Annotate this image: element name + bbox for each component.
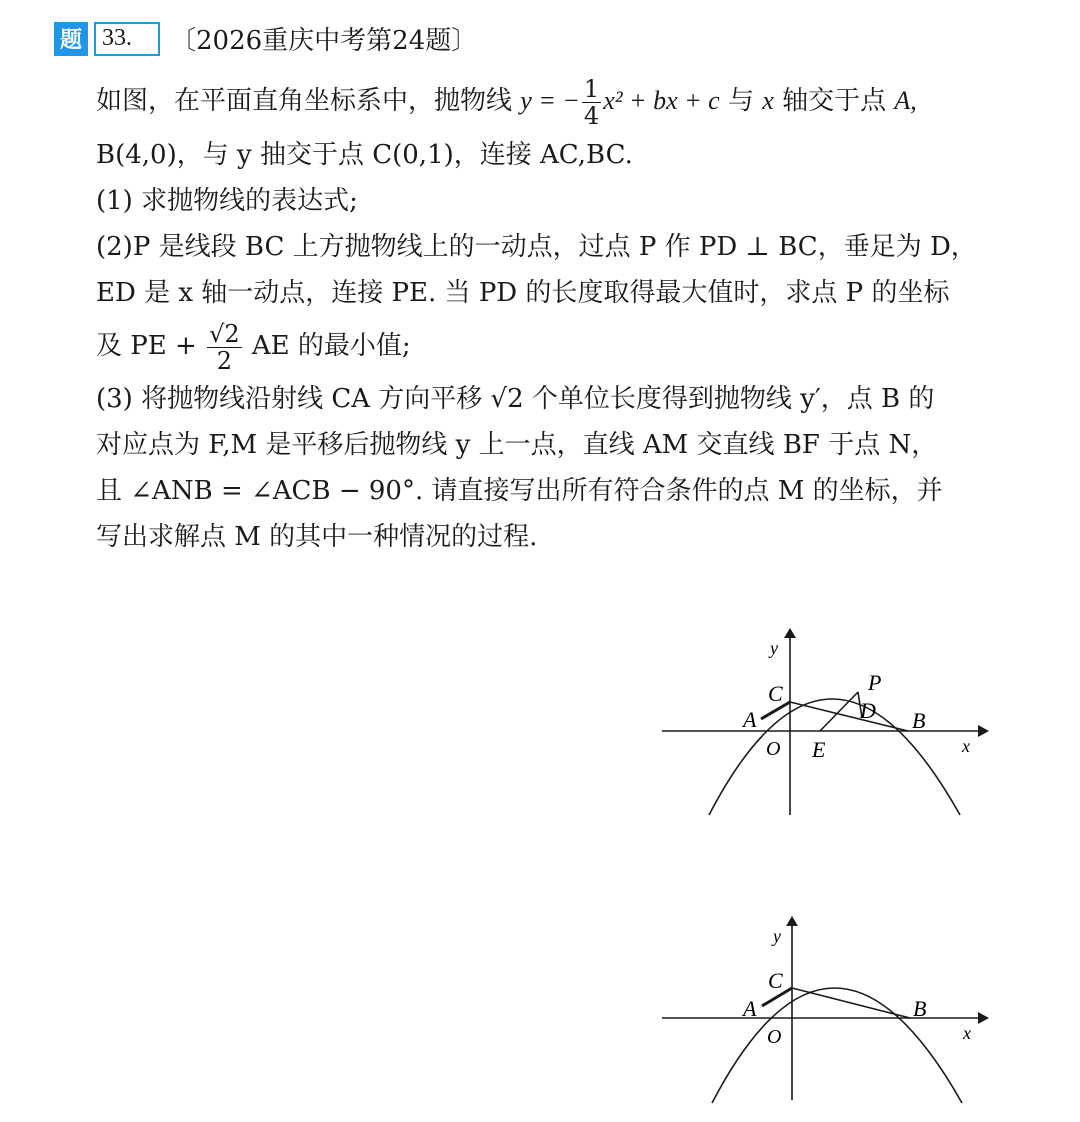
fig2-label-c: C	[768, 968, 783, 993]
intro-text: 如图，在平面直角坐标系中，抛物线	[96, 86, 513, 116]
fig1-label-p: P	[868, 670, 882, 695]
fig1-label-a: A	[743, 707, 757, 732]
part-2-line-1: (2)P 是线段 BC 上方抛物线上的一动点，过点 P 作 PD ⊥ BC，垂足为 D，	[96, 232, 977, 262]
fig2-label-b: B	[913, 996, 927, 1021]
axis-text: 轴交于点	[782, 86, 887, 116]
point-a-text: A,	[894, 86, 917, 115]
question-number: 33.	[94, 22, 160, 56]
part-3-line-3: 且 ∠ANB = ∠ACB − 90°. 请直接写出所有符合条件的点 M 的坐标，并	[96, 476, 943, 506]
problem-line-2: B(4,0)，与 y 抽交于点 C(0,1)，连接 AC,BC.	[96, 140, 633, 170]
figure-2	[655, 910, 990, 1110]
y-axis-arrow	[784, 628, 796, 638]
part-3-line-4: 写出求解点 M 的其中一种情况的过程.	[96, 522, 538, 552]
question-source: 〔2026重庆中考第24题〕	[170, 26, 478, 56]
fig1-label-c: C	[768, 681, 783, 706]
fig1-label-o: O	[766, 738, 781, 760]
part-2-suffix: AE 的最小值;	[251, 331, 411, 361]
question-header	[54, 20, 477, 57]
equation-right: x² + bx + c	[603, 86, 720, 115]
fig2-label-x: x	[963, 1023, 971, 1043]
fig2-label-a: A	[743, 996, 757, 1021]
equation-left: y = −	[520, 86, 580, 115]
x-axis-arrow	[978, 1012, 989, 1024]
sqrt-fraction	[207, 321, 242, 374]
fig1-label-x: x	[962, 736, 970, 756]
fig1-label-y: y	[770, 638, 778, 658]
fig1-label-d: D	[860, 698, 876, 723]
segment-bc	[792, 988, 910, 1018]
part-2-prefix: 及 PE +	[96, 331, 197, 361]
question-badge: 题	[54, 22, 88, 56]
part-2-line-3	[96, 316, 1006, 376]
part-1: (1) 求抛物线的表达式;	[96, 186, 358, 216]
figure-1	[655, 628, 990, 823]
part-2-line-2: ED 是 x 轴一动点，连接 PE. 当 PD 的长度取得最大值时，求点 P 的坐标	[96, 278, 950, 308]
connector-text: 与	[727, 86, 754, 116]
problem-line-1	[96, 70, 1006, 132]
y-axis-arrow	[786, 916, 798, 926]
sqrt-denominator: 2	[216, 346, 232, 375]
fig1-label-e: E	[812, 737, 826, 762]
fig2-label-y: y	[773, 926, 781, 946]
problem-text	[96, 70, 1006, 560]
fig1-label-b: B	[912, 708, 926, 733]
fraction-denominator: 4	[583, 101, 600, 130]
segment-bc	[790, 702, 908, 731]
equation-fraction	[582, 76, 601, 129]
part-3-line-1: (3) 将抛物线沿射线 CA 方向平移 √2 个单位长度得到抛物线 y′，点 B 的	[96, 384, 935, 414]
sqrt-numerator: √2	[209, 319, 240, 348]
part-3-line-2: 对应点为 F,M 是平移后抛物线 y 上一点，直线 AM 交直线 BF 于点 N，	[96, 430, 938, 460]
fraction-numerator: 1	[583, 74, 600, 103]
x-axis-arrow	[978, 725, 989, 737]
fig2-label-o: O	[767, 1026, 782, 1048]
x-symbol: x	[762, 86, 774, 115]
